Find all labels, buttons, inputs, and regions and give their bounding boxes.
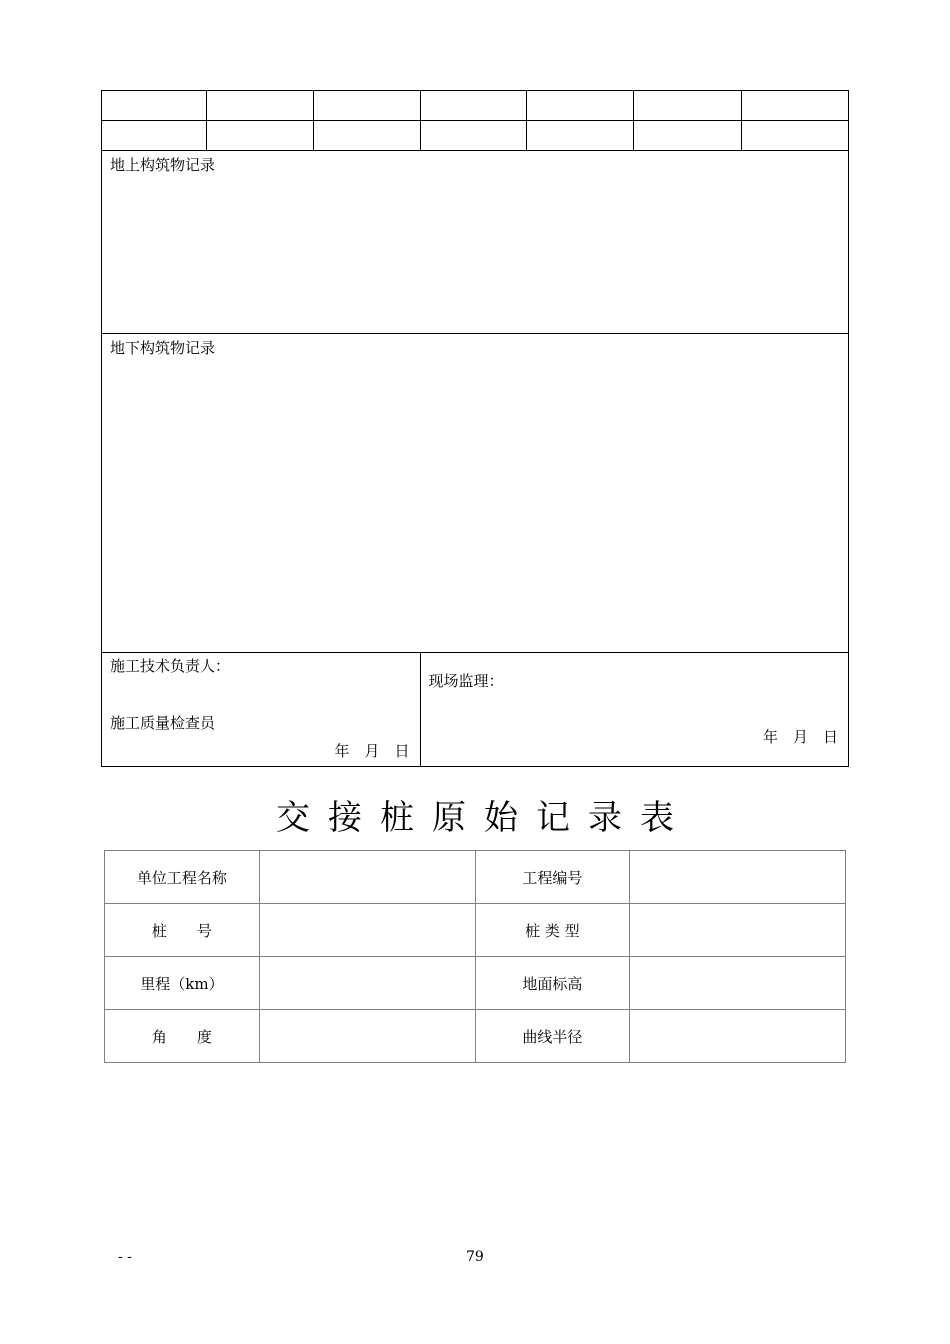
table-cell[interactable] (527, 121, 634, 151)
above-ground-record-row (102, 151, 849, 334)
table-cell[interactable] (634, 91, 742, 121)
table-cell[interactable] (527, 91, 634, 121)
table-cell[interactable] (742, 121, 849, 151)
table-cell[interactable] (206, 121, 313, 151)
above-ground-record-cell[interactable] (102, 151, 849, 334)
table-cell[interactable] (206, 91, 313, 121)
construction-signature-cell[interactable] (102, 653, 421, 767)
value-angle[interactable] (259, 1010, 475, 1063)
underground-record-row (102, 334, 849, 653)
value-ground-elevation[interactable] (630, 957, 846, 1010)
quality-inspector-label: 施工质量检查员 (110, 714, 216, 732)
table-cell[interactable] (102, 91, 207, 121)
table-row (105, 904, 846, 957)
value-mileage[interactable] (259, 957, 475, 1010)
label-project-number: 工程编号 (475, 851, 630, 904)
table-cell[interactable] (634, 121, 742, 151)
label-ground-elevation: 地面标高 (475, 957, 630, 1010)
table-cell[interactable] (420, 121, 527, 151)
underground-record-cell[interactable] (102, 334, 849, 653)
value-curve-radius[interactable] (630, 1010, 846, 1063)
table-cell[interactable] (102, 121, 207, 151)
table-row (102, 121, 849, 151)
label-unit-project-name: 单位工程名称 (105, 851, 260, 904)
table-row (105, 851, 846, 904)
table-cell[interactable] (313, 91, 420, 121)
table-row (105, 957, 846, 1010)
supervisor-label: 现场监理： (428, 672, 504, 690)
page-title: 交接桩原始记录表 (276, 798, 692, 838)
value-pile-number[interactable] (259, 904, 475, 957)
tech-lead-label: 施工技术负责人： (110, 657, 231, 675)
table-row (105, 1010, 846, 1063)
upper-record-table (101, 90, 849, 767)
label-curve-radius: 曲线半径 (475, 1010, 630, 1063)
label-mileage: 里程（km） (105, 957, 260, 1010)
underground-record-label: 地下构筑物记录 (110, 339, 216, 357)
value-unit-project-name[interactable] (259, 851, 475, 904)
footer-left-mark: - - (118, 1249, 132, 1265)
table-cell[interactable] (742, 91, 849, 121)
table-row (102, 91, 849, 121)
page-number: 79 (466, 1249, 484, 1265)
label-angle: 角 度 (105, 1010, 260, 1063)
handover-pile-table (104, 850, 846, 1063)
signature-row (102, 653, 849, 767)
supervisor-signature-cell[interactable] (420, 653, 848, 767)
value-project-number[interactable] (630, 851, 846, 904)
value-pile-type[interactable] (630, 904, 846, 957)
above-ground-record-label: 地上构筑物记录 (110, 156, 216, 174)
label-pile-type: 桩 类 型 (475, 904, 630, 957)
table-cell[interactable] (313, 121, 420, 151)
date-left: 年 月 日 (334, 742, 410, 760)
table-cell[interactable] (420, 91, 527, 121)
label-pile-number: 桩 号 (105, 904, 260, 957)
date-right: 年 月 日 (762, 728, 838, 746)
